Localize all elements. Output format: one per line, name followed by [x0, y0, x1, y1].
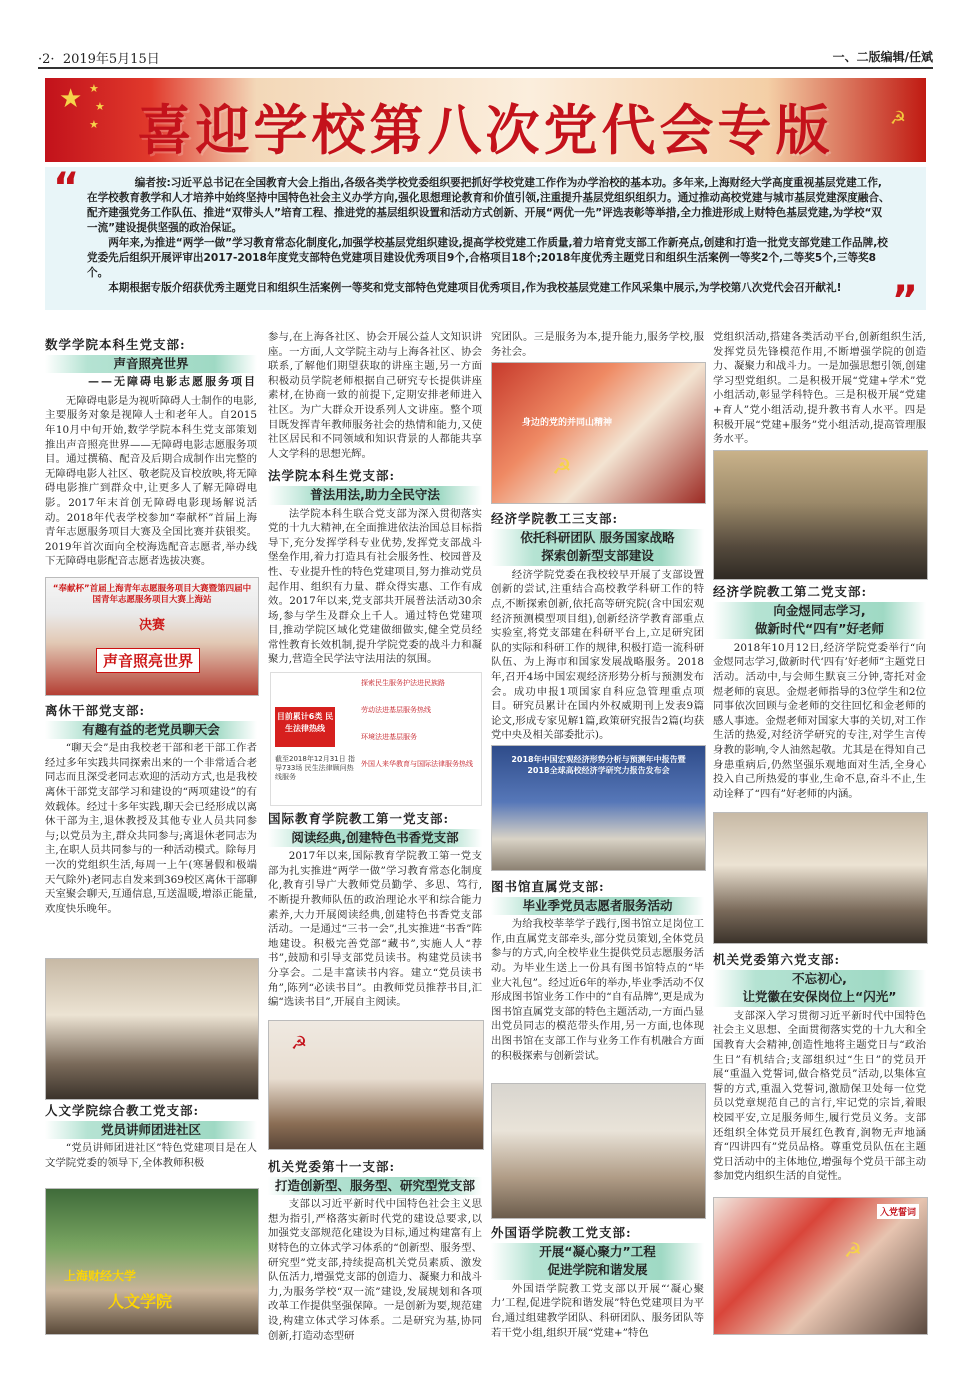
- star-icon: ★: [89, 118, 99, 131]
- article-body: 党组织活动,搭建各类活动平台,创新组织生活,发挥党员先锋模范作用,不断增强学院的创造力、凝聚力和战斗力。一是加强思想引领,创建学习型党组织。二是积极开展“党建+学术”党小组活动,彰显学科特色。三是积极开展“党建+育人”党小组活动,提升教书育人水平。四是积极开展“党建+服务”党小组活动,提高管理服务水平。: [713, 331, 926, 446]
- column-2c: [268, 1160, 482, 1343]
- photo-caption: 声音照亮世界: [96, 648, 200, 673]
- section-title: 向金煜同志学习,: [713, 602, 926, 621]
- section-unit: 外国语学院教工党支部:: [491, 1225, 632, 1240]
- article-body: 2017年以来,国际教育学院教工第一党支部为扎实推进“两学一做”学习教育常态化制度化,教育引导广大教师党员勤学、多思、笃行,不断提升教师队伍的政治理论水平和综合能力素养,大力开展阅读经典,创建特色书香党支部活动。一是通过“三书一会”,扎实推进“书香”阵地建设。积极完善党部“藏书”,实施人人“荐书”,鼓励和引导支部党员读书。构建党员读书分享会。二是丰富读书内容。建立“党员读书角”,陈列“必读书目”。由教师党员推荐书目,汇编“选读书目”,开展自主阅读。: [268, 850, 482, 1009]
- article-body: 支部深入学习贯彻习近平新时代中国特色社会主义思想、全面贯彻落实党的十九大和全国教育大会精神,创造性地将主题党日与“政治生日”有机结合;支部组织过“生日”的党员开展“重温入党誓词,做合格党员”活动,以集体宣誓的方式,重温入党誓词,激励保卫处每一位党员以党章规范自己的言行,牢记党的宗旨,着眼校园平安,立足服务师生,履行党员义务。支部还组织全体党员开展红色教育,润物无声地涵育“四讲四有”党员品格。尊重党员队伍在主题党日活动中的主体地位,增强每个党员干部主动参加党内组织生活的自觉性。: [713, 1009, 926, 1183]
- column-3c: [491, 880, 704, 1063]
- header-rule: [38, 67, 933, 69]
- section-title: 探索创新型支部建设: [491, 547, 704, 566]
- photo-memorial-meeting: [713, 812, 928, 944]
- section-unit: 机关党委第六党支部:: [713, 952, 841, 967]
- section-title: 有趣有益的老党员聊天会: [45, 721, 257, 740]
- photo-caption: 入党誓词: [877, 1204, 919, 1219]
- photo-caption: 人文学院: [108, 1292, 173, 1311]
- article-body: 外国语学院教工党支部以开展“‘凝心聚力’工程,促进学院和谐发展”特色党建项目为平台,通过组建教学团队、科研团队、服务团队等若干党小组,组织开展“党建+”特色: [491, 1282, 704, 1339]
- photo-chat-meeting: [45, 958, 259, 1100]
- photo-caption: 2018年中国宏观经济形势分析与预测年中报告暨2018全球高校经济学研究力报告发布会: [511, 755, 686, 775]
- photo-caption: “奉献杯”首届上海青年志愿服务项目大赛暨第四届中国青年志愿服务项目大赛上海站: [52, 584, 252, 605]
- photo-memorial-statue: [713, 450, 928, 580]
- column-1c: [45, 1104, 257, 1170]
- editor-note-text: [87, 176, 892, 296]
- article-body: 无障碍电影是为视听障碍人士制作的电影,主要服务对象是视障人士和老年人。自2015年10月中旬开始,数学学院本科生党支部策划推出声音照亮世界——无障碍电影志愿服务项目。通过撰稿、配音及后期合成制作出完整的无障碍电影人社区、敬老院及盲校放映,将无障碍电影推广到群众中,让更多人了解无障碍电影。2017年末首创无障碍电影现场解说活动。2018年代表学校参加“奉献杯”首届上海青年志愿服务项目大赛及全国比赛并获银奖。2019年首次面向全校海选配音志愿者,举办线下无障碍电影配音志愿者选拔决赛。: [45, 394, 257, 568]
- column-2: [268, 330, 482, 667]
- column-1: [45, 338, 257, 569]
- photo-reading-room: [268, 1020, 484, 1150]
- column-1b: [45, 704, 257, 916]
- photo-humanities-gate: [45, 1188, 259, 1335]
- editor-credit: 一、二版编辑/任斌: [832, 50, 933, 64]
- infographic-item: 探索民生服务护法进民族路: [361, 679, 445, 687]
- note-paragraph: 本期根据专版介绍获优秀主题党日和组织生活案例一等奖和党支部特色党建项目优秀项目,作为我校基层党建工作风采集中展示,为学校第八次党代会召开献礼!: [108, 282, 842, 294]
- infographic-item: 外国人来华教育与国际法律服务热线: [361, 760, 473, 768]
- section-title: 阅读经典,创建特色书香党支部: [268, 829, 482, 848]
- section-unit: 经济学院教工第二党支部:: [713, 584, 868, 599]
- section-unit: 离休干部党支部:: [45, 703, 146, 718]
- article-body: 经济学院党委在我校较早开展了支部设置创新的尝试,注重结合高校教学科研工作的特点,不断探索创新,依托高等研究院(含中国宏观经济预测模型项目组),创新经济学教育部重点实验室,将党支部建在科研平台上,立足研究团队的实际和科研工作的规律,积极打造一流科研队伍、为上海市和国家发展战略服务。2018年,召开4场中国宏观经济形势分析与预测发布会。成功申报1项国家自科应急管理重点项目。研究员累计在国内外权威期刊上发表9篇论文,形成专家见解1篇,政策研究报告2篇(均获党中央及相关部委批示)。: [491, 568, 704, 742]
- article-body: 参与,在上海各社区、协会开展公益人文知识讲座。一方面,人文学院主动与上海各社区、协会联系,了解他们期望获取的讲座主题,另一方面积极动员学院老师根据自己研究专长提供讲座素材,在协商一致的前提下,定期安排老师进入社区。为广大群众开设系列人文讲座。整个项目既发挥青年教师服务社会的热情和能力,又使社区居民和不同领域和知识背景的人都能共享人文学科的思想光辉。: [268, 331, 482, 460]
- photo-oath-ceremony: [713, 1197, 928, 1335]
- open-quote-icon: “: [53, 165, 80, 211]
- column-4b: [713, 585, 926, 801]
- photo-caption: 身边的党的并同山精神: [522, 418, 613, 428]
- photo-flag-group: [491, 362, 706, 504]
- section-unit: 数学学院本科生党支部:: [45, 337, 186, 352]
- photo-economics-forum: [491, 745, 706, 871]
- article-body: “党员讲师团进社区”特色党建项目是在人文学院党委的领导下,全体教师积极: [45, 1142, 257, 1169]
- party-emblem-icon: ☭: [844, 1238, 862, 1262]
- editor-note: [45, 165, 926, 324]
- close-quote-icon: ”: [891, 278, 918, 324]
- article-body: 为给我校莘莘学子践行,图书馆立足岗位工作,由直属党支部牵头,部分党员策划,全体党员参与的方式,向全校毕业生提供党员志愿服务活动。为毕业生送上一份具有图书馆特点的“毕业大礼包”。经过近6年的举办,毕业季活动不仅形成图书馆业务工作中的“自有品牌”,更是成为图书馆直属党支部的特色主题活动,一方面凸显出党员同志的模范带头作用,另一方面,也体现出图书馆在支部工作与业务工作有机融合方面的积极探索与创新尝试。: [491, 918, 704, 1062]
- photo-caption: 决赛: [138, 618, 165, 633]
- section-unit: 经济学院教工三支部:: [491, 511, 619, 526]
- section-title: 让党徽在安保岗位上“闪光”: [713, 988, 926, 1007]
- infographic-item: 劳动法进基层服务热线: [361, 706, 431, 714]
- section-title: 党员讲师团进社区: [45, 1121, 257, 1140]
- column-3d: [491, 1226, 704, 1340]
- party-emblem-icon: ☭: [889, 108, 906, 129]
- photo-graduation-event: [491, 1083, 706, 1219]
- photo-caption: 上海财经大学: [64, 1269, 137, 1283]
- column-3: [491, 330, 704, 359]
- section-unit: 人文学院综合教工党支部:: [45, 1103, 200, 1118]
- section-title: 依托科研团队 服务国家战略: [491, 529, 704, 548]
- note-paragraph: 编者按:习近平总书记在全国教育大会上指出,各级各类学校党委组织要把抓好学校党建工作作为办学治校的基本功。多年来,上海财经大学高度重视基层党建工作,在学校教育教学和人才培养中始终坚持中国特色社会主义办学方向,强化思想理论教育和价值引领,注重提升基层党组织组织力。通过推动高校党建与城市基层党建深度融合、配齐建强党务工作队伍、推进“双带头人”培育工程、推进党的基层组织设置和活动方式创新、开展“两优一先”评选表彰等举措,全力推进形成上财特色基层党建,为学校“双一流”建设提供坚强的政治保证。: [87, 177, 890, 234]
- star-icon: ★: [59, 84, 83, 114]
- section-title: 声音照亮世界: [45, 355, 257, 374]
- section-title: 打造创新型、服务型、研究型党支部: [268, 1177, 482, 1196]
- article-body: 支部以习近平新时代中国特色社会主义思想为指引,严格落实新时代党的建设总要求,以加强党支部规范化建设为目标,通过构建富有上财特色的立体式学习体系的“创新型、服务型、研究型”党支部,持续提高机关党员素质、激发队伍活力,增强党支部的创造力、凝聚力和战斗力,为服务学校“双一流”建设,发展规划和各项改革工作提供坚强保障。一是创新为要,规范建设,构建立体式学习体系。二是研究为基,协同创新,打造动态型研: [268, 1198, 482, 1342]
- article-body: “聊天会”是由我校老干部和老干部工作者经过多年实践共同探索出来的一个非常适合老同志而且深受老同志欢迎的活动方式,也是我校离休干部党支部学习和建设的“两项建设”的有效载体。经过十多年实践,聊天会已经形成以离休干部为主,退休教授及其他专业人员共同参与;以党员为主,群众共同参与;离退休老同志为主,在职人员共同参与的一种活动模式。除每月一次的党组织生活,每周一上午(寒暑假和极端天气除外)老同志自发来到369校区离休干部聊天室聚会聊天,互通信息,互送温暖,增添正能量,欢度快乐晚年。: [45, 742, 257, 915]
- column-4c: [713, 953, 926, 1184]
- photo-film-contest: [45, 577, 259, 696]
- section-unit: 机关党委第十一支部:: [268, 1159, 396, 1174]
- article-body: 法学院本科生联合党支部为深入贯彻落实党的十九大精神,在全面推进依法治国总目标指导下,充分发挥学科专业优势,发挥党支部战斗堡垒作用,着力打造具有社会服务性、校园普及性、专业提升性的特色党建项目,努力推动党员起作用、组织有力量、群众得实惠、工作有成效。2017年以来,党支部共开展普法活动30余场,参与学生及群众上千人。通过特色党建项目,推动学院区域化党建做细做实,健全党员经常性教育长效机制,提升学院党委的战斗力和凝聚力,营造全民学法守法用法的氛围。: [268, 507, 482, 666]
- section-title: 做新时代“四有”好老师: [713, 620, 926, 639]
- star-icon: ★: [95, 100, 105, 113]
- issue-date: 2019年5月15日: [62, 52, 160, 67]
- infographic-item: 环境法进基层服务: [361, 733, 417, 741]
- infographic-center: 目前累计6类 民生法律热线: [275, 707, 335, 747]
- article-body: 2018年10月12日,经济学院党委举行“向金煜同志学习,做新时代‘四有’好老师”主题党日活动。活动中,与会师生默哀三分钟,寄托对金煜老师的哀思。金煜老师指导的3位学生和2位同事依次回顾与金老师的交往回忆和金老师的感人事迹。金煜老师对国家大事的关切,对工作生活的热爱,对经济学研究的专注,对学生言传身教的影响,令人油然起敬。尤其是在得知自己身患重病后,仍然坚强乐观地面对生活,全身心投入自己所热爱的事业,生命不息,奋斗不止,生动诠释了“四有”好老师的内涵。: [713, 641, 926, 800]
- column-3b: [491, 512, 704, 743]
- section-title: 开展“凝心聚力”工程: [491, 1243, 704, 1262]
- page-number: ·2·: [38, 52, 55, 67]
- section-unit: 国际教育学院教工第一党支部:: [268, 811, 450, 826]
- column-2b: [268, 812, 482, 1010]
- infographic-items: [361, 679, 477, 769]
- legal-service-infographic: [270, 672, 482, 806]
- section-title: 促进学院和谐发展: [491, 1261, 704, 1280]
- banner-title: 喜迎学校第八次党代会专版: [137, 98, 834, 162]
- section-subtitle: ——无障碍电影志愿服务项目: [88, 375, 257, 389]
- party-emblem-icon: ☭: [291, 1033, 308, 1054]
- infographic-stat: 截至2018年12月31日 指导733场 民生法律顾问热线服务: [275, 755, 355, 781]
- section-unit: 图书馆直属党支部:: [491, 879, 605, 894]
- page-number-date: [38, 48, 160, 67]
- star-icon: ★: [89, 82, 99, 95]
- page-header: [38, 46, 933, 68]
- party-emblem-icon: ☭: [552, 455, 572, 480]
- section-title: 不忘初心,: [713, 970, 926, 989]
- section-title: 普法用法,助力全民守法: [268, 486, 482, 505]
- column-4: [713, 330, 926, 447]
- note-paragraph: 两年来,为推进“两学一做”学习教育常态化制度化,加强学校基层党组织建设,提高学校党建工作质量,着力培育党支部工作新亮点,创建和打造一批党支部党建工作品牌,校党委先后组织开展评审出2017-2018年度党支部特色党建项目建设优秀项目9个,合格项目18个;2018年度优秀主题党日和组织生活案例一等奖2个,二等奖5个,三等奖8个。: [87, 237, 888, 279]
- section-title: 毕业季党员志愿者服务活动: [491, 897, 704, 916]
- section-unit: 法学院本科生党支部:: [268, 468, 396, 484]
- banner: [45, 78, 926, 162]
- article-body: 究团队。三是服务为本,提升能力,服务学校,服务社会。: [491, 331, 704, 358]
